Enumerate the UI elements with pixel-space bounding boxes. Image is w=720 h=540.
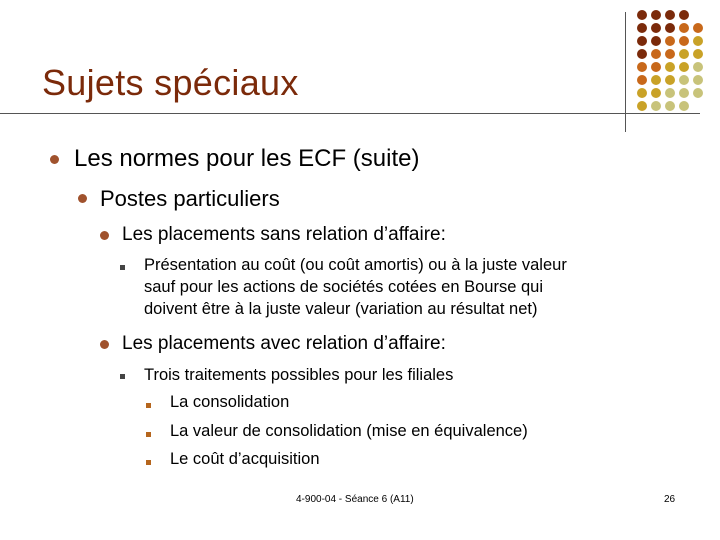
- decorative-dot: [679, 10, 689, 20]
- bullet-level5: [146, 460, 151, 465]
- decorative-dot: [679, 49, 689, 59]
- decorative-dot: [637, 36, 647, 46]
- vertical-divider: [625, 12, 626, 132]
- level1-text: Les normes pour les ECF (suite): [74, 145, 420, 172]
- bullet-level3: [100, 231, 109, 240]
- decorative-dot: [679, 75, 689, 85]
- item1-heading: Les placements sans relation d’affaire:: [122, 224, 446, 245]
- level2-text: Postes particuliers: [100, 186, 280, 211]
- decorative-dot: [651, 49, 661, 59]
- decorative-dot: [637, 10, 647, 20]
- horizontal-divider: [0, 113, 700, 114]
- bullet-level4: [120, 265, 125, 270]
- decorative-dot: [665, 88, 675, 98]
- decorative-dot: [651, 62, 661, 72]
- slide-footer: 4-900-04 - Séance 6 (A11): [296, 494, 414, 505]
- page-number: 26: [664, 494, 676, 505]
- decorative-dot: [665, 23, 675, 33]
- decorative-dot: [679, 36, 689, 46]
- item2-subsub-2: La valeur de consolidation (mise en équivalence): [170, 422, 528, 440]
- decorative-dot: [637, 88, 647, 98]
- decorative-dot: [693, 36, 703, 46]
- decorative-dot: [693, 62, 703, 72]
- decorative-dot: [679, 101, 689, 111]
- decorative-dot: [637, 23, 647, 33]
- item2-sub: Trois traitements possibles pour les filiales: [144, 366, 454, 384]
- decorative-dot: [637, 62, 647, 72]
- decorative-dot: [679, 23, 689, 33]
- decorative-dot: [665, 49, 675, 59]
- item1-sub-line3: doivent être à la juste valeur (variation au résultat net): [144, 300, 538, 318]
- decorative-dot: [665, 62, 675, 72]
- decorative-dot: [679, 62, 689, 72]
- bullet-level1: [50, 155, 59, 164]
- decorative-dot: [693, 49, 703, 59]
- item2-heading: Les placements avec relation d’affaire:: [122, 333, 446, 354]
- item1-sub-line2: sauf pour les actions de sociétés cotées en Bourse qui: [144, 278, 543, 296]
- decorative-dot: [651, 75, 661, 85]
- bullet-level2: [78, 194, 87, 203]
- item2-subsub-3: Le coût d’acquisition: [170, 450, 320, 468]
- decorative-dot: [693, 88, 703, 98]
- decorative-dot: [637, 75, 647, 85]
- slide-title: Sujets spéciaux: [42, 62, 299, 103]
- decorative-dot: [693, 23, 703, 33]
- decorative-dot: [651, 88, 661, 98]
- decorative-dot: [665, 36, 675, 46]
- decorative-dot: [637, 49, 647, 59]
- decorative-dot: [665, 101, 675, 111]
- decorative-dot-grid: [637, 10, 720, 120]
- decorative-dot: [651, 23, 661, 33]
- decorative-dot: [665, 75, 675, 85]
- bullet-level5: [146, 432, 151, 437]
- item1-sub-line1: Présentation au coût (ou coût amortis) ou à la juste valeur: [144, 256, 567, 274]
- decorative-dot: [679, 88, 689, 98]
- decorative-dot: [693, 75, 703, 85]
- item2-subsub-1: La consolidation: [170, 393, 290, 411]
- decorative-dot: [637, 101, 647, 111]
- bullet-level5: [146, 403, 151, 408]
- bullet-level3: [100, 340, 109, 349]
- decorative-dot: [665, 10, 675, 20]
- decorative-dot: [651, 36, 661, 46]
- bullet-level4: [120, 374, 125, 379]
- decorative-dot: [651, 101, 661, 111]
- decorative-dot: [651, 10, 661, 20]
